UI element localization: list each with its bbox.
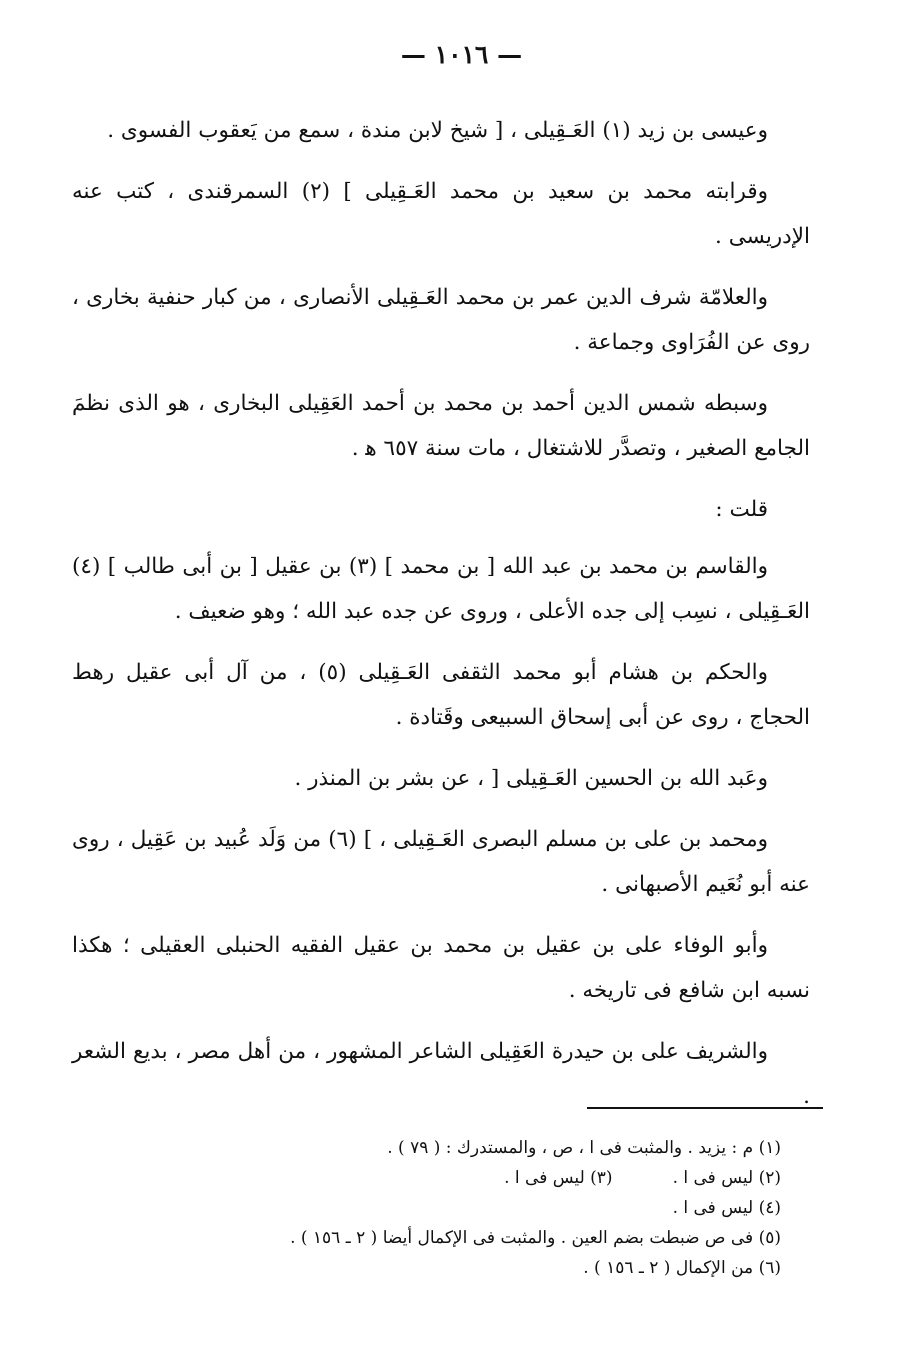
paragraph-abu-al-wafa: وأبو الوفاء على بن عقيل بن محمد بن عقيل الفقيه الحنبلى العقيلى ؛ هكذا نسبه ابن شافع فى تاريخه .: [72, 933, 810, 1003]
paragraph-shams-al-din: وسبطه شمس الدين أحمد بن محمد بن أحمد العَقِيلى البخارى ، هو الذى نظمَ الجامع الصغير ، وتصدَّر للاشتغال ، مات سنة ٦٥٧ ﻫ .: [72, 391, 810, 461]
paragraph-al-hakam: والحكم بن هشام أبو محمد الثقفى العَـقِيلى (٥) ، من آل أبى عقيل رهط الحجاج ، روى عن أبى إسحاق السبيعى وقَتادة .: [72, 660, 810, 730]
footnote-5: (٥) فى ص ضبطت بضم العين . والمثبت فى الإكمال أيضا ( ٢ ـ ١٥٦ ) .: [290, 1228, 781, 1248]
body-text: [72, 108, 810, 1135]
footnote-6: (٦) من الإكمال ( ٢ ـ ١٥٦ ) .: [583, 1258, 781, 1278]
paragraph-al-qasim: والقاسم بن محمد بن عبد الله [ بن محمد ] (٣) بن عقيل [ بن أبى طالب ] (٤) العَـقِيلى ، نسِب إلى جده الأعلى ، وروى عن جده عبد الله ؛ وهو ضعيف .: [72, 554, 810, 624]
page-number: — ١٠١٦ —: [400, 40, 523, 69]
footnote-4: (٤) ليس فى ا .: [672, 1198, 781, 1218]
paragraph-qultu: قلت :: [715, 497, 768, 522]
footnote-row-2-3: [121, 1163, 781, 1193]
footnote-3: (٣) ليس فى ا .: [504, 1168, 613, 1188]
paragraph-abd-allah-ibn-al-husayn: وعَبد الله بن الحسين العَـقِيلى [ ، عن بشر بن المنذر .: [294, 766, 768, 791]
paragraph-muhammad-ibn-said: وقرابته محمد بن سعيد بن محمد العَـقِيلى ] (٢) السمرقندى ، كتب عنه الإدريسى .: [72, 179, 810, 249]
footnote-2: (٢) ليس فى ا .: [672, 1168, 781, 1188]
footnotes: [121, 1133, 781, 1283]
paragraph-al-sharif: والشريف على بن حيدرة العَقِيلى الشاعر المشهور ، من أهل مصر ، بديع الشعر .: [72, 1039, 810, 1109]
paragraph-sharaf-al-din: والعلامّة شرف الدين عمر بن محمد العَـقِيلى الأنصارى ، من كبار حنفية بخارى ، روى عن الفُرَاوى وجماعة .: [72, 285, 810, 355]
footnote-separator: [587, 1107, 823, 1109]
footnote-1: (١) م : يزيد . والمثبت فى ا ، ص ، والمستدرك : ( ٧٩ ) .: [387, 1138, 781, 1158]
paragraph-muhammad-ibn-ali: ومحمد بن على بن مسلم البصرى العَـقِيلى ، ] (٦) من وَلَد عُبيد بن عَقِيل ، روى عنه أبو نُعَيم الأصبهانى .: [72, 827, 810, 897]
paragraph-isa-ibn-zayd: وعيسى بن زيد (١) العَـقِيلى ، [ شيخ لابن مندة ، سمع من يَعقوب الفسوى .: [107, 118, 768, 143]
